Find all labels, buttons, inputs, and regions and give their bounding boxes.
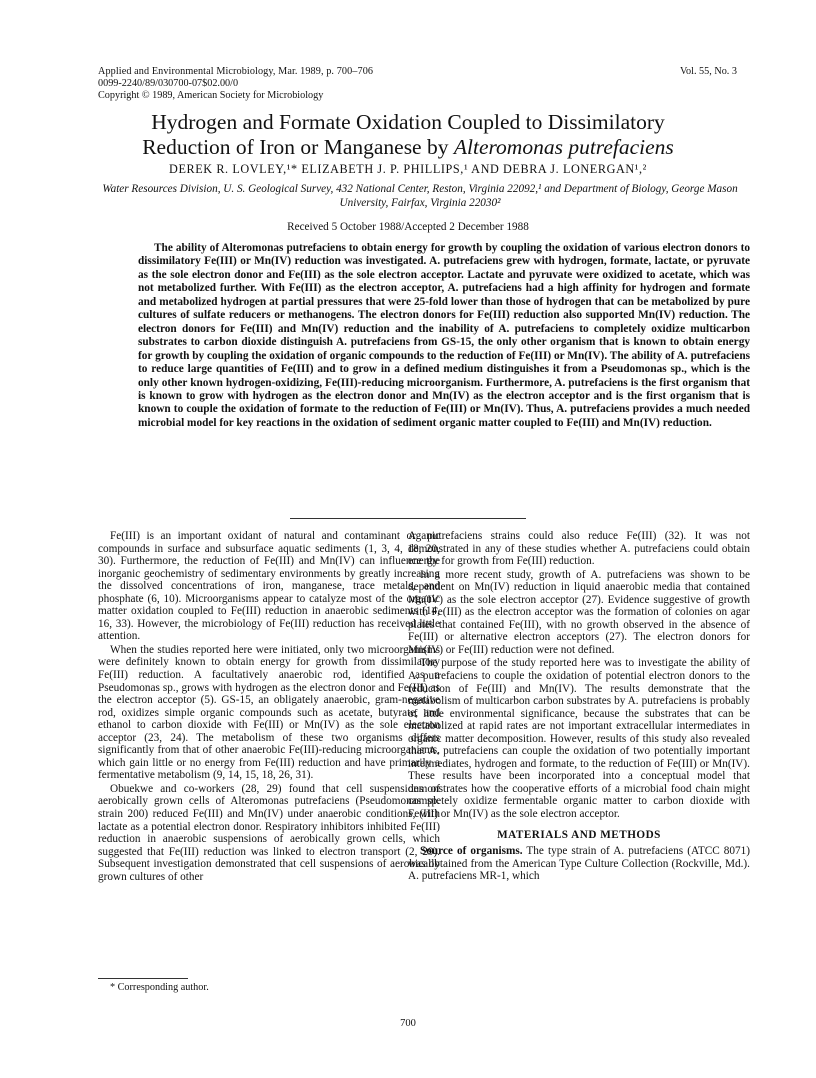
author-list: DEREK R. LOVLEY,¹* ELIZABETH J. P. PHILLIPS,¹ AND DEBRA J. LONERGAN¹,² [169,162,647,176]
paper-title [40,110,776,160]
received-dates: Received 5 October 1988/Accepted 2 December 1988 [287,221,529,233]
left-column [98,530,440,884]
copyright-line: Copyright © 1989, American Society for Microbiology [98,90,324,101]
right-column [408,530,750,884]
volume-issue: Vol. 55, No. 3 [680,66,737,77]
intro-paragraph-3: Obuekwe and co-workers (28, 29) found that cell suspensions of aerobically grown cells of Alteromonas putrefaciens (Pseudomonas sp. strain 200) reduced Fe(III) and Mn(IV) under anaerobic conditions, with lactate as a potential electron donor. Respiratory inhibitors inhibited Fe(III) reduction in anaerobic suspensions of aerobically grown cells, which suggested that Fe(III) reduction was linked to electron transport (2, 29). Subsequent investigation demonstrated that cell suspensions of aerobically grown cultures of other [98,782,440,883]
footnote-divider [98,978,188,979]
intro-paragraph-1: Fe(III) is an important oxidant of natural and contaminant organic compounds in surface and subsurface aquatic sediments (1, 3, 4, 18, 20, 30). Furthermore, the reduction of Fe(III) and Mn(IV) can influence the inorganic geochemistry of sedimentary environments by greatly increasing the dissolved concentrations of iron, manganese, trace metals, and phosphate (6, 10). Microorganisms appear to catalyze most of the organic matter oxidation coupled to Fe(III) reduction in anaerobic sediments (14, 16, 33). However, the microbiology of Fe(III) reduction has received little attention. [98,530,440,643]
section-heading: MATERIALS AND METHODS [497,828,661,841]
methods-text: The type strain of A. putrefaciens (ATCC 8071) was obtained from the American Type Culture Collection (Rockville, Md.). A. putrefaciens MR-1, which [408,845,750,883]
title-line-1: Hydrogen and Formate Oxidation Coupled to Dissimilatory [151,110,665,134]
issn-line: 0099-2240/89/030700-07$02.00/0 [98,78,239,89]
affiliations: Water Resources Division, U. S. Geological Survey, 432 National Center, Reston, Virginia 22092,¹ and Department of Biology, George Mason University, Fairfax, Virginia 22030² [102,183,738,209]
corresponding-author-note: * Corresponding author. [110,982,209,993]
abstract-divider [290,518,526,519]
title-line-2: Reduction of Iron or Manganese by [142,135,454,159]
methods-lead: Source of organisms. [420,845,523,858]
title-species: Alteromonas putrefaciens [453,135,674,159]
page-number: 700 [400,1018,416,1029]
intro-paragraph-5: In a more recent study, growth of A. putrefaciens was shown to be dependent on Mn(IV) reduction in liquid anaerobic media that contained Mn(IV) as the sole electron acceptor (27). Evidence suggestive of growth with Fe(III) as the electron acceptor was the formation of colonies on agar plates that contained Fe(III), with no growth observed in the absence of Fe(III) or alternative electron acceptors (27). The electron donors for Mn(IV) or Fe(III) reduction were not defined. [408,568,750,656]
abstract: The ability of Alteromonas putrefaciens to obtain energy for growth by coupling the oxidation of various electron donors to dissimilatory Fe(III) or Mn(IV) reduction was investigated. A. putrefaciens grew with hydrogen, formate, lactate, or pyruvate as the sole electron donor and Fe(III) as the sole electron acceptor. Lactate and pyruvate were oxidized to acetate, which was not metabolized further. With Fe(III) as the electron acceptor, A. putrefaciens had a high affinity for hydrogen and formate and metabolized hydrogen at partial pressures that were 25-fold lower than those of hydrogen that can be metabolized by pure cultures of sulfate reducers or methanogens. The electron donors for Fe(III) reduction also supported Mn(IV) reduction. The electron donors for Fe(III) and Mn(IV) reduction and the inability of A. putrefaciens to completely oxidize multicarbon substrates to carbon dioxide distinguish A. putrefaciens from GS-15, the only other organism that is known to obtain energy for growth by coupling the oxidation of organic compounds to the reduction of Fe(III) or Mn(IV). The ability of A. putrefaciens to reduce large quantities of Fe(III) and to grow in a defined medium distinguishes it from a Pseudomonas sp., which is the only other known hydrogen-oxidizing, Fe(III)-reducing microorganism. Furthermore, A. putrefaciens is the first organism that is known to grow with hydrogen as the electron donor and Mn(IV) as the electron acceptor and is the first organism that is known to couple the oxidation of formate to the reduction of Fe(III) or Mn(IV). Thus, A. putrefaciens provides a much needed microbial model for key reactions in the oxidation of sediment organic matter coupled to Fe(III) and Mn(IV) reduction. [138,242,750,429]
methods-paragraph [408,845,750,883]
intro-paragraph-2: When the studies reported here were initiated, only two microorganisms were definitely known to obtain energy for growth from dissimilatory Fe(III) reduction. A facultatively anaerobic rod, identified as a Pseudomonas sp., grows with hydrogen as the electron donor and Fe(III) as the electron acceptor (5). GS-15, an obligately anaerobic, gram-negative rod, oxidizes simple organic compounds such as acetate, butyrate, and ethanol to carbon dioxide with Fe(III) or Mn(IV) as the sole electron acceptor (23, 24). The metabolism of these two organisms differs significantly from that of other anaerobic Fe(III)-reducing microorganisms, which gain little or no energy from Fe(III) reduction and have primarily a fermentative metabolism (9, 14, 15, 18, 26, 31). [98,643,440,782]
journal-citation: Applied and Environmental Microbiology, Mar. 1989, p. 700–706 [98,66,374,77]
intro-paragraph-6: The purpose of the study reported here was to investigate the ability of A. putrefaciens to couple the oxidation of potential electron donors to the reduction of Fe(III) and Mn(IV). The results demonstrate that the metabolism of multicarbon carbon substrates by A. putrefaciens is probably of little environmental significance, because the substrates that can be metabolized at rapid rates are not important extracellular intermediates in organic matter decomposition. However, results of this study also revealed that A. putrefaciens can couple the oxidation of two potentially important intermediates, hydrogen and formate, to the reduction of Fe(III) or Mn(IV). These results have been incorporated into a conceptual model that demonstrates how the cooperative efforts of a microbial food chain might completely oxidize fermentable organic matter to carbon dioxide with Fe(III) or Mn(IV) as the sole electron acceptor. [408,657,750,821]
intro-paragraph-4: A. putrefaciens strains could also reduce Fe(III) (32). It was not demonstrated in any of these studies whether A. putrefaciens could obtain energy for growth from Fe(III) reduction. [408,530,750,568]
